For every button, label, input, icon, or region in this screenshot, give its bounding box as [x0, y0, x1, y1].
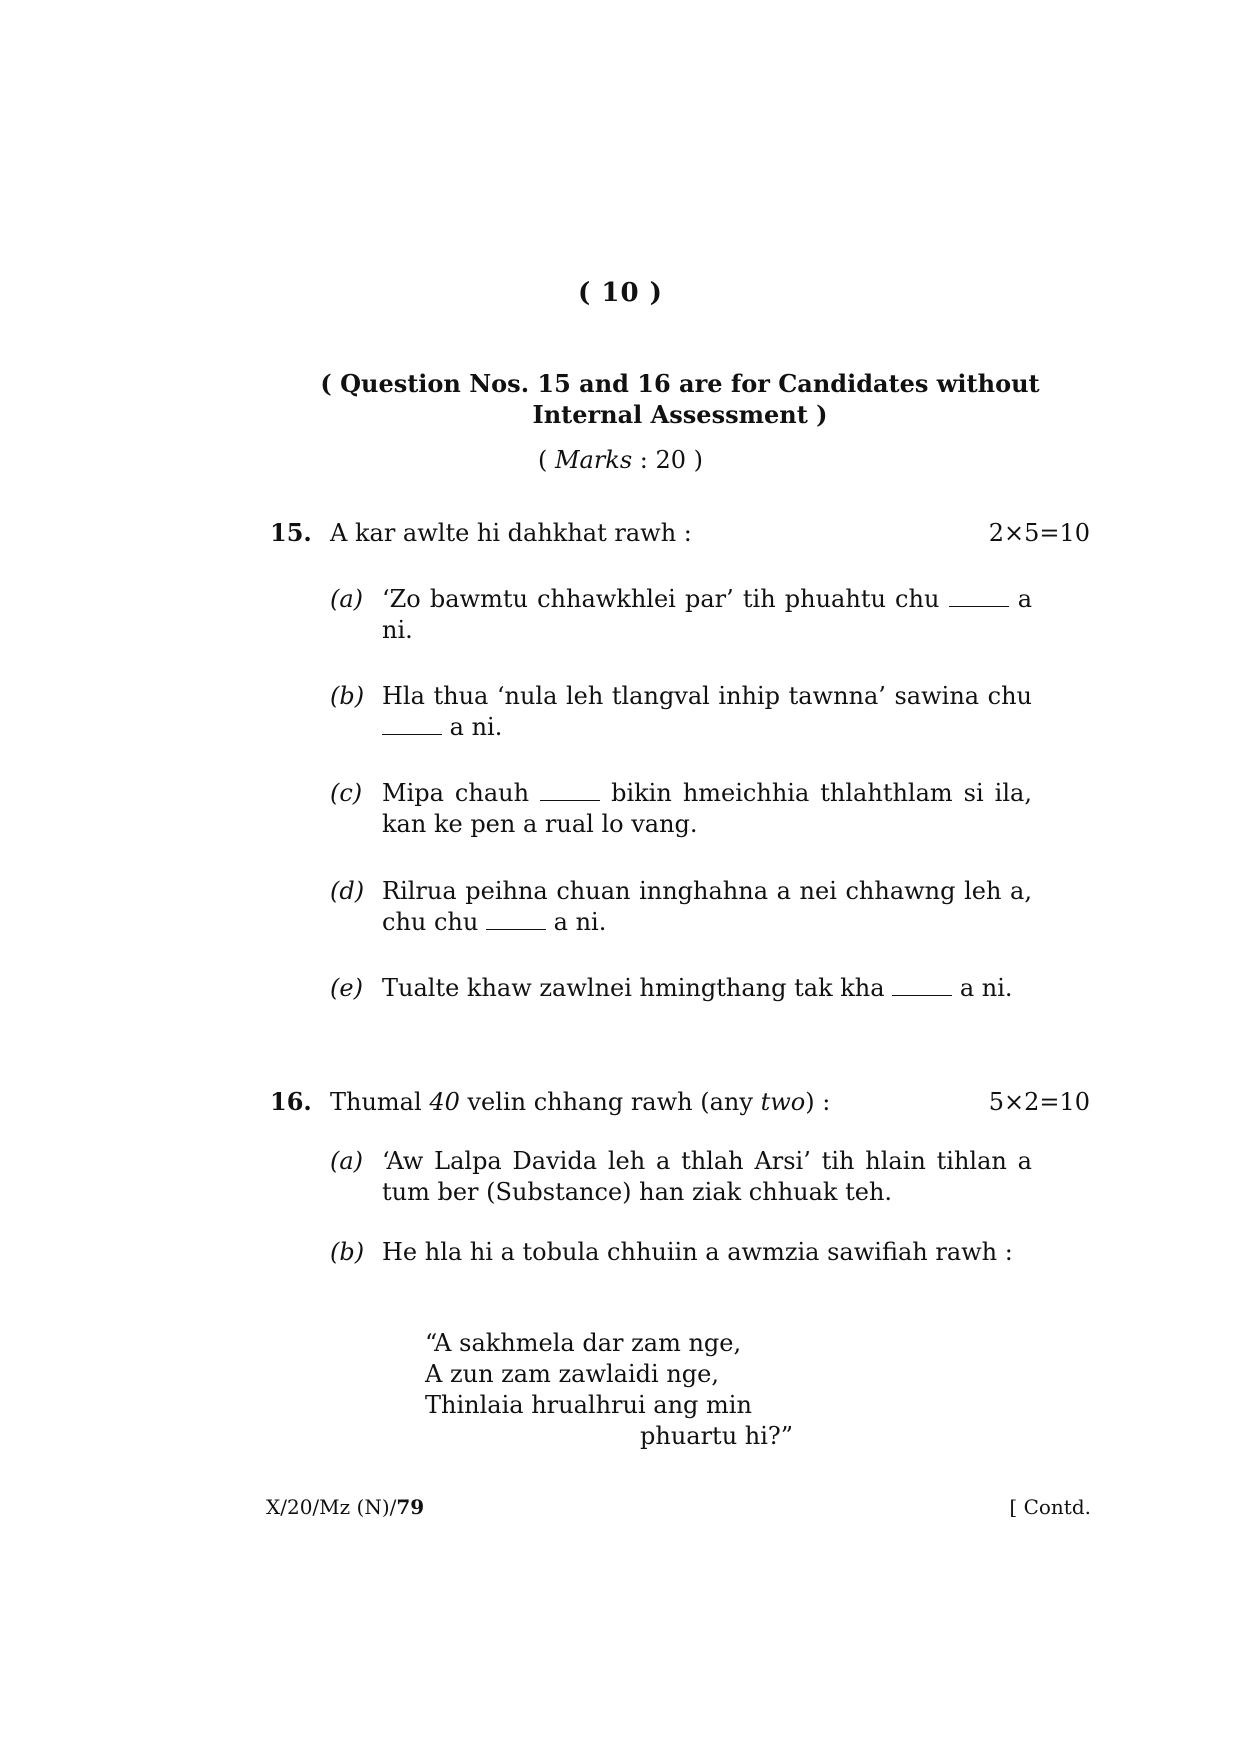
- q15-item-b-before: Hla thua ‘nula leh tlangval inhip tawnna’ sawina chu: [382, 682, 1032, 710]
- question-16-number: 16.: [270, 1087, 312, 1116]
- q15-item-e: [330, 973, 1032, 1004]
- answer-blank: [892, 994, 952, 996]
- q15-item-d-before: Rilrua peihna chuan innghahna a nei chhawng leh a, chu chu: [382, 877, 1032, 936]
- q15-item-e-after: a ni.: [959, 974, 1013, 1002]
- poem-line: A zun zam zawlaidi nge,: [425, 1360, 719, 1388]
- q15-item-d: [330, 876, 1032, 938]
- q15-item-a: [330, 584, 1032, 646]
- question-16-text-pre: Thumal: [330, 1088, 422, 1116]
- q16-item-b: [330, 1237, 1032, 1268]
- paper-code-number: 79: [396, 1495, 425, 1519]
- q15-item-c-before: Mipa chauh: [382, 779, 530, 807]
- q16-item-b-text: He hla hi a tobula chhuiin a awmzia sawifiah rawh :: [382, 1238, 1013, 1266]
- question-16-marks: 5×2=10: [988, 1088, 1090, 1116]
- poem-line: “A sakhmela dar zam nge,: [425, 1329, 742, 1357]
- marks-label: Marks: [554, 446, 633, 474]
- marks-value: 20: [655, 446, 687, 474]
- question-16-any: two: [760, 1088, 806, 1116]
- question-16-header: [270, 1087, 1090, 1116]
- q15-item-b-after: a ni.: [449, 713, 503, 741]
- q15-item-b: [330, 681, 1032, 743]
- q15-item-b-label: (b): [330, 682, 365, 710]
- question-16-text-post: ) :: [805, 1088, 831, 1116]
- q15-item-a-label: (a): [330, 585, 364, 613]
- q15-item-c-after: bikin hmeichhia thlahthlam si ila, kan ke pen a rual lo vang.: [382, 779, 1032, 838]
- question-15-marks: 2×5=10: [988, 519, 1090, 547]
- answer-blank: [949, 605, 1009, 607]
- q15-item-d-after: a ni.: [553, 908, 607, 936]
- answer-blank: [382, 733, 442, 735]
- paper-code: [266, 1495, 424, 1519]
- question-16-word-count: 40: [429, 1088, 460, 1116]
- q15-item-a-before: ‘Zo bawmtu chhawkhlei par’ tih phuahtu chu: [382, 585, 940, 613]
- poem-line: phuartu hi?”: [640, 1422, 794, 1450]
- q15-item-d-label: (d): [330, 877, 365, 905]
- q15-item-e-label: (e): [330, 974, 363, 1002]
- answer-blank: [486, 928, 546, 930]
- paper-code-text: X/20/Mz (N)/: [266, 1495, 397, 1519]
- page-number: ( 10 ): [578, 278, 663, 308]
- q16-item-a-label: (a): [330, 1147, 364, 1175]
- question-15-text: A kar awlte hi dahkhat rawh :: [330, 519, 692, 547]
- question-15-header: [270, 518, 1090, 547]
- header-note: ( Question Nos. 15 and 16 are for Candidates without Internal Assessment ): [320, 369, 1040, 429]
- q16-item-a: [330, 1146, 1032, 1208]
- poem: [425, 1328, 793, 1452]
- contd-note: [ Contd.: [1009, 1495, 1091, 1519]
- question-16-text-mid: velin chhang rawh (any: [467, 1088, 753, 1116]
- poem-line: Thinlaia hrualhrui ang min: [425, 1391, 752, 1419]
- q15-item-c: [330, 778, 1032, 840]
- q15-item-a-after: a ni.: [382, 585, 1032, 644]
- q16-item-b-label: (b): [330, 1238, 365, 1266]
- q16-item-a-text: ‘Aw Lalpa Davida leh a thlah Arsi’ tih hlain tihlan a tum ber (Substance) han ziak chhuak teh.: [382, 1147, 1032, 1206]
- marks-line: ( Marks : 20 ): [537, 446, 704, 474]
- question-15-number: 15.: [270, 518, 312, 547]
- answer-blank: [540, 799, 600, 801]
- q15-item-e-before: Tualte khaw zawlnei hmingthang tak kha: [382, 974, 885, 1002]
- q15-item-c-label: (c): [330, 779, 363, 807]
